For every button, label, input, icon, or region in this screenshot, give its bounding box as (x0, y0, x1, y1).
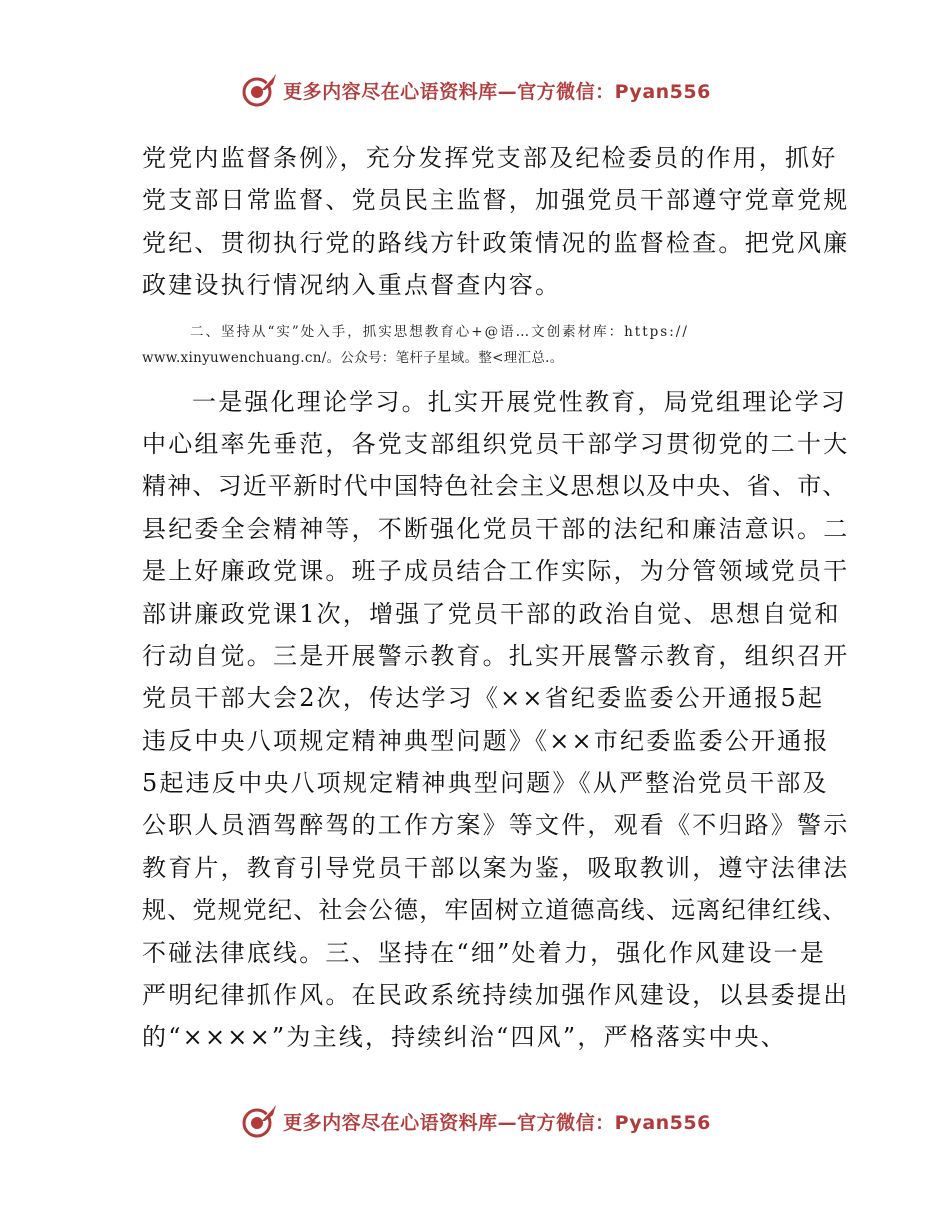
text-line: 是上好廉政党课。班子成员结合工作实际，为分管领域党员干 (142, 557, 850, 586)
note-line: 二、坚持从“实”处入手，抓实思想教育心+@语…文创素材库：https:// (190, 323, 689, 340)
header-banner (0, 67, 950, 113)
text-line: 县纪委全会精神等，不断强化党员干部的法纪和廉洁意识。二 (142, 514, 850, 543)
banner-text: 更多内容尽在心语资料库—官方微信：Pyan556 (283, 80, 711, 103)
text-line: 规、党规党纪、社会公德，牢固树立道德高线、远离纪律红线、 (142, 896, 848, 925)
document-body (142, 137, 850, 1059)
text-line: 部讲廉政党课1次，增强了党员干部的政治自觉、思想自觉和 (142, 599, 841, 628)
text-line: 5起违反中央八项规定精神典型问题》《从严整治党员干部及 (142, 769, 829, 798)
footer-banner (0, 1098, 950, 1144)
text-line: 中心组率先垂范，各党支部组织党员干部学习贯彻党的二十大 (142, 429, 850, 458)
text-line: 违反中央八项规定精神典型问题》《××市纪委监委公开通报 (142, 726, 830, 755)
text-line: 的“××××”为主线，持续纠治“四风”，严格落实中央、 (142, 1023, 787, 1052)
note-line: www.xinyuwenchuang.cn/。公众号：笔杆子星域。整<理汇总.。 (142, 349, 564, 366)
text-line: 党支部日常监督、党员民主监督，加强党员干部遵守党章党规 (142, 186, 850, 215)
banner-text: 更多内容尽在心语资料库—官方微信：Pyan556 (283, 1111, 711, 1134)
quill-logo-icon (239, 70, 279, 110)
text-line: 严明纪律抓作风。在民政系统持续加强作风建设，以县委提出 (142, 981, 850, 1010)
text-line: 公职人员酒驾醉驾的工作方案》等文件，观看《不归路》警示 (142, 811, 850, 840)
text-line: 精神、习近平新时代中国特色社会主义思想以及中央、省、市、 (142, 472, 848, 501)
paragraph-1 (142, 137, 850, 307)
text-line: 党党内监督条例》，充分发挥党支部及纪检委员的作用，抓好 (142, 144, 838, 172)
text-line: 不碰法律底线。三、坚持在“细”处着力，强化作风建设一是 (142, 938, 826, 967)
section-heading-note (142, 319, 814, 371)
text-line: 政建设执行情况纳入重点督查内容。 (142, 271, 562, 300)
paragraph-2 (142, 381, 850, 1059)
text-line: 教育片，教育引导党员干部以案为鉴，吸取教训，遵守法律法 (142, 853, 850, 882)
text-line: 党纪、贯彻执行党的路线方针政策情况的监督检查。把党风廉 (142, 228, 850, 257)
text-line: 行动自觉。三是开展警示教育。扎实开展警示教育，组织召开 (142, 641, 850, 670)
text-line: 一是强化理论学习。扎实开展党性教育，局党组理论学习 (192, 387, 847, 416)
text-line: 党员干部大会2次，传达学习《××省纪委监委公开通报5起 (142, 684, 825, 713)
quill-logo-icon (239, 1101, 279, 1141)
